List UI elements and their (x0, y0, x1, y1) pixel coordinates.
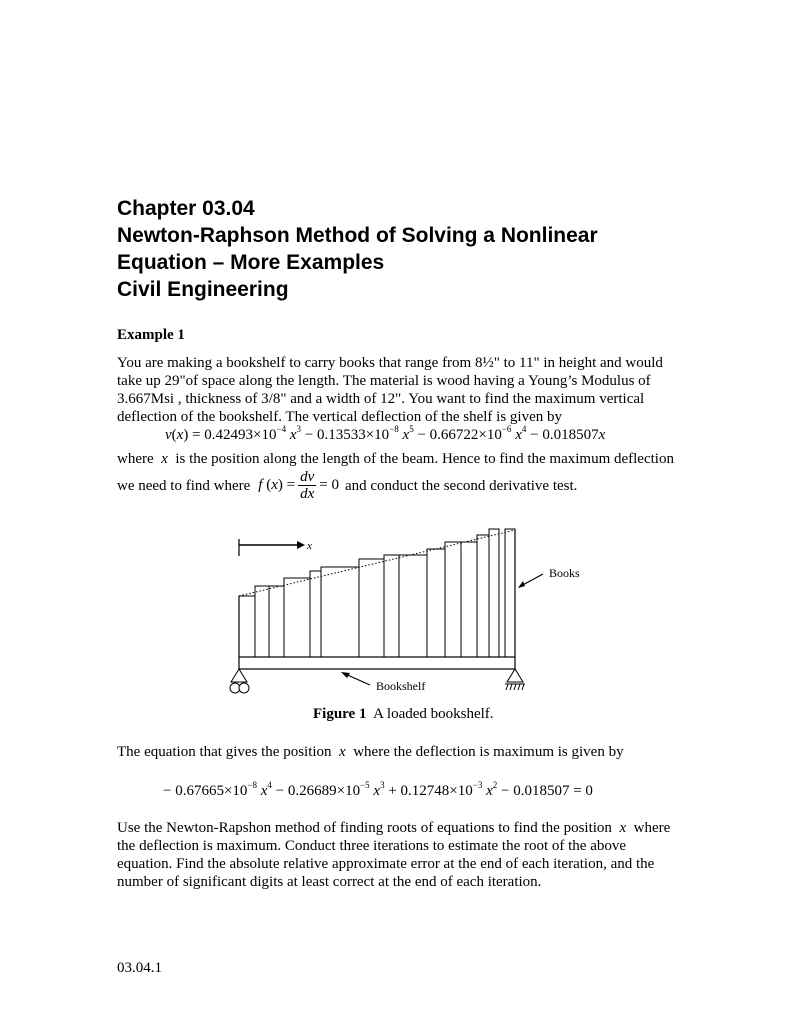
paragraph-line: You are making a bookshelf to carry books that range from 8½" to 11" in height and would (117, 355, 663, 371)
book (255, 586, 269, 657)
figure-caption-label: Figure 1 (313, 706, 367, 722)
books-group (239, 529, 515, 657)
position-text-b: where the deflection is maximum is given by (353, 744, 624, 760)
max-deflection-equation: − $0.67665\times 10^{-8}$ $x^4 - 0.26689\times 10^{-5}$ $x^3 + 0.12748\times 10^{-3}$ $x^2 - 0.018507 = 0$ (163, 780, 593, 799)
task-paragraph: Use the Newton-Rapshon method of finding roots of equations to find the position x where the deflection is maximum. Conduct three iterations to estimate the root of the above equation. Find the absolute relative approximate error at the end of each iteration, and the number of significant digits at least correct at the end of each iteration. (117, 819, 717, 891)
paragraph-line: number of significant digits at least correct at the end of each iteration. (117, 874, 542, 890)
book (489, 529, 499, 657)
title-line-4: Civil Engineering (117, 278, 289, 301)
title-line-1: Chapter 03.04 (117, 197, 255, 220)
book (461, 542, 477, 657)
book (445, 542, 461, 657)
pin-support (507, 669, 523, 682)
book (477, 535, 489, 657)
paragraph-line: take up 29"of space along the length. The material is wood having a Young’s Modulus of (117, 373, 651, 389)
book (284, 578, 310, 657)
position-text-a: The equation that gives the position (117, 744, 332, 760)
book (384, 555, 399, 657)
book (359, 559, 384, 657)
bookshelf-figure (225, 525, 580, 705)
paragraph-line: the deflection is maximum. Conduct three iterations to estimate the root of the above (117, 838, 627, 854)
paragraph-line: deflection of the bookshelf. The vertical deflection of the shelf is given by (117, 409, 562, 425)
where-text-b: is the position along the length of the beam. Hence to find the maximum deflection (175, 451, 674, 467)
chapter-title (117, 195, 737, 303)
problem-paragraph (117, 354, 717, 426)
books-label: Books (549, 566, 580, 580)
shelf-board (239, 657, 515, 669)
where-text-a: where (117, 451, 154, 467)
paragraph-line: equation. Find the absolute relative approximate error at the end of each iteration, and the (117, 856, 655, 872)
book (310, 571, 321, 657)
roller-support (231, 669, 247, 682)
book (321, 567, 359, 657)
figure-caption-text: A loaded bookshelf. (373, 706, 494, 722)
book (269, 586, 284, 657)
derivative-line (117, 469, 717, 502)
example-heading: Example 1 (117, 327, 185, 343)
bookshelf-label: Bookshelf (376, 679, 426, 693)
task-text-a: Use the Newton-Rapshon method of finding roots of equations to find the position (117, 820, 612, 836)
title-line-2: Newton-Raphson Method of Solving a Nonlinear (117, 224, 598, 247)
deflection-equation: $v(x) = 0.42493\times 10^{-4}$ $x^3 - 0.13533\times 10^{-8}$ $x^5 - 0.66722\times 10^{-6}$ $x^4 - 0.018507x$ (165, 424, 606, 443)
paragraph-line: 3.667Msi , thickness of 3/8" and a width of 12". You want to find the maximum vertical (117, 391, 645, 407)
we-need-text-b: and conduct the second derivative test. (344, 477, 578, 494)
derivative-condition: f (x) = $\frac{dv}{dx}$ = 0 (258, 469, 339, 502)
we-need-text-a: we need to find where (117, 477, 251, 494)
position-paragraph: The equation that gives the position x where the deflection is maximum is given by (117, 744, 624, 760)
figure-caption (313, 706, 494, 723)
x-axis-label: x (307, 540, 312, 552)
where-line: where x is the position along the length of the beam. Hence to find the maximum deflection (117, 451, 674, 467)
task-text-b: where (633, 820, 671, 836)
book (239, 596, 255, 657)
title-line-3: Equation – More Examples (117, 251, 385, 274)
page-number: 03.04.1 (117, 960, 162, 976)
book (399, 555, 427, 657)
book (505, 529, 515, 657)
book (427, 549, 445, 657)
